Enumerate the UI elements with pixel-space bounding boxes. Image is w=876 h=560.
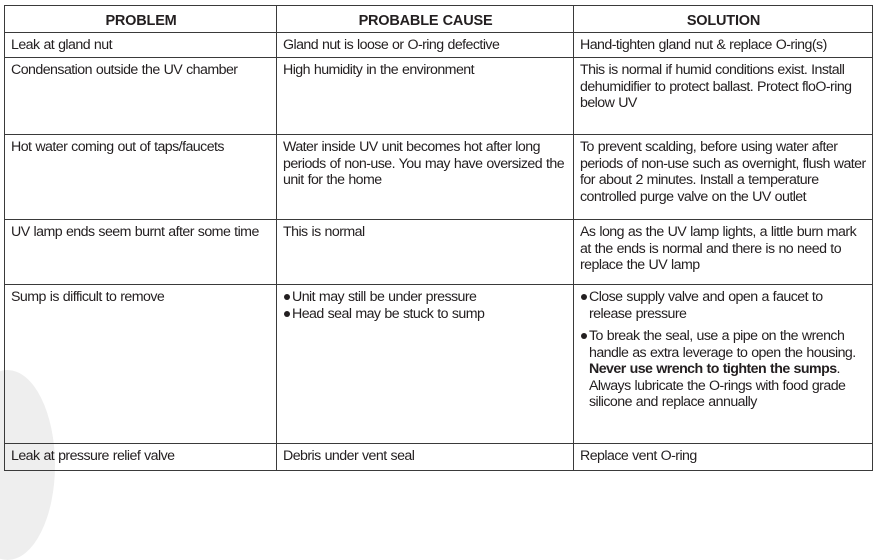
solution-cell: To prevent scalding, before using water after periods of non-use such as overnight, flush water for about 2 minutes. Install a temperature controlled purge valve on the UV outlet — [574, 135, 873, 220]
bullet-item: Head seal may be stuck to sump — [283, 306, 568, 323]
warning-text: Never use wrench to tighten the sumps — [589, 361, 837, 377]
problem-cell: Hot water coming out of taps/faucets — [5, 135, 277, 220]
table-row — [5, 33, 873, 58]
problem-cell: Leak at gland nut — [5, 33, 277, 58]
solution-cell: Replace vent O-ring — [574, 444, 873, 471]
header-probable-cause: PROBABLE CAUSE — [277, 6, 574, 33]
troubleshooting-table — [4, 5, 873, 471]
header-solution: SOLUTION — [574, 6, 873, 33]
problem-cell: UV lamp ends seem burnt after some time — [5, 220, 277, 285]
cause-bullet-list — [283, 289, 568, 322]
table-row — [5, 444, 873, 471]
bullet-item: Unit may still be under pressure — [283, 289, 568, 306]
solution-bullet-list — [580, 289, 867, 411]
table-row — [5, 135, 873, 220]
problem-cell: Sump is difficult to remove — [5, 285, 277, 444]
bullet-text: To break the seal, use a pipe on the wrench handle as extra leverage to open the housing. — [589, 328, 856, 361]
cause-cell — [277, 285, 574, 444]
header-row — [5, 6, 873, 33]
bullet-item — [580, 328, 867, 411]
solution-cell — [574, 285, 873, 444]
solution-cell: This is normal if humid conditions exist. Install dehumidifier to protect ballast. Protect floO-ring below UV — [574, 58, 873, 135]
bullet-text: . Always lubricate the O-rings with food grade silicone and replace annually — [589, 361, 846, 410]
cause-cell: High humidity in the environment — [277, 58, 574, 135]
cause-cell: Water inside UV unit becomes hot after long periods of non-use. You may have oversized the unit for the home — [277, 135, 574, 220]
solution-cell: As long as the UV lamp lights, a little burn mark at the ends is normal and there is no need to replace the UV lamp — [574, 220, 873, 285]
cause-cell: Debris under vent seal — [277, 444, 574, 471]
cause-cell: Gland nut is loose or O-ring defective — [277, 33, 574, 58]
table-row — [5, 285, 873, 444]
header-problem: PROBLEM — [5, 6, 277, 33]
bullet-item: Close supply valve and open a faucet to release pressure — [580, 289, 867, 322]
problem-cell: Leak at pressure relief valve — [5, 444, 277, 471]
problem-cell: Condensation outside the UV chamber — [5, 58, 277, 135]
cause-cell: This is normal — [277, 220, 574, 285]
table-row — [5, 220, 873, 285]
table-row — [5, 58, 873, 135]
solution-cell: Hand-tighten gland nut & replace O-ring(s) — [574, 33, 873, 58]
